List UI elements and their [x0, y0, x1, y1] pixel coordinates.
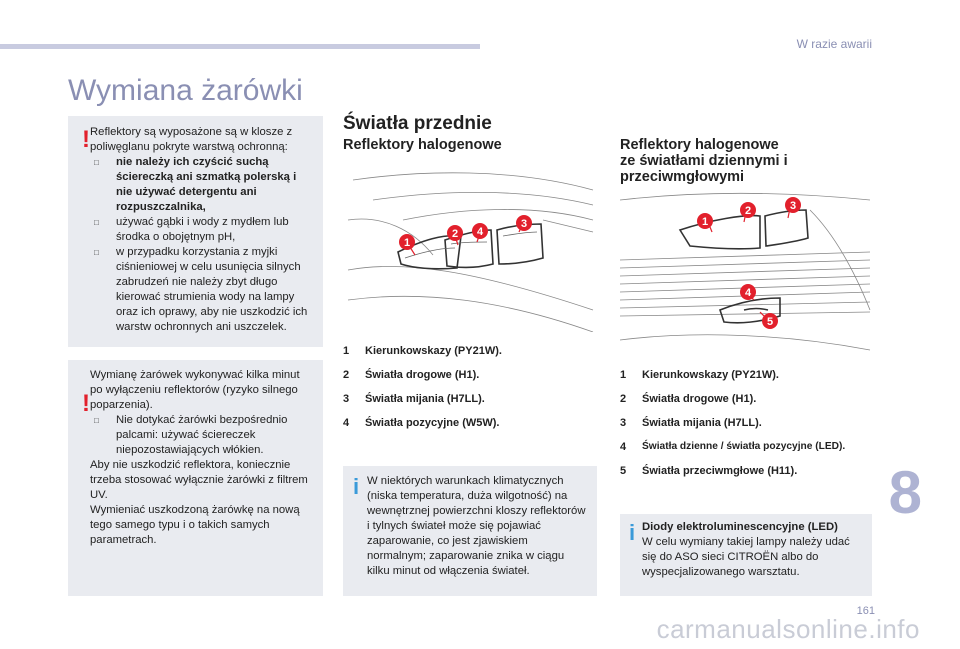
- watermark: carmanualsonline.info: [656, 614, 920, 644]
- list-item: 4 Światła dzienne / światła pozycyjne (LED).: [620, 441, 846, 453]
- list-item: 1 Kierunkowskazy (PY21W).: [620, 369, 779, 381]
- callout-3: [516, 215, 532, 231]
- warning-item: □ w przypadku korzystania z myjki ciśnieniowej w celu usunięcia silnych zabrudzeń nie należy zbyt długo kierować strumienia wody na lampy oraz ich oprawy, aby nie uszkodzić ich warstw ochronnych ani uszczelek.: [90, 245, 315, 335]
- callout-1: [697, 213, 713, 229]
- info-title: Diody elektroluminescencyjne (LED): [642, 521, 838, 533]
- chapter-number: 8: [888, 459, 922, 526]
- svg-text:4: 4: [744, 287, 752, 299]
- warning-icon: !: [82, 126, 90, 153]
- info-box-led: [620, 514, 872, 596]
- svg-text:2: 2: [744, 205, 752, 217]
- list-item: 2 Światła drogowe (H1).: [343, 369, 480, 381]
- page-number: 161: [856, 605, 875, 617]
- headlight-illustration-fog: [620, 190, 872, 355]
- subheading-halogen-drl-fog: Reflektory halogenowe ze światłami dziennymi i przeciwmgłowymi: [620, 137, 788, 185]
- section-heading: Światła przednie: [343, 113, 492, 134]
- callout-2: [740, 202, 756, 218]
- svg-text:5: 5: [766, 316, 774, 328]
- warning-intro: Wymianę żarówek wykonywać kilka minut po wyłączeniu reflektorów (ryzyko silnego poparzenia).: [90, 369, 300, 411]
- list-item: 3 Światła mijania (H7LL).: [620, 417, 762, 429]
- svg-text:3: 3: [520, 218, 528, 230]
- callout-4: [472, 223, 488, 239]
- list-item: 5 Światła przeciwmgłowe (H11).: [620, 465, 798, 477]
- callout-5: [762, 313, 778, 329]
- info-box-condensation: [343, 466, 597, 596]
- warning-item: □ Nie dotykać żarówki bezpośrednio palcami: używać ściereczek niepozostawiających włókien.: [90, 413, 315, 458]
- warning-intro: Reflektory są wyposażone są w klosze z poliwęglanu pokryte warstwą ochronną:: [90, 126, 293, 153]
- warning-box-replacement: [68, 360, 323, 596]
- section-name: W razie awarii: [796, 37, 872, 51]
- list-item: 2 Światła drogowe (H1).: [620, 393, 757, 405]
- header-bar: [0, 44, 480, 49]
- warning-paragraph: Aby nie uszkodzić reflektora, koniecznie trzeba stosować wyłącznie żarówki z filtrem UV.: [90, 459, 308, 501]
- callout-2: [447, 225, 463, 241]
- warning-item: □ używać gąbki i wody z mydłem lub środka o obojętnym pH,: [90, 215, 315, 245]
- info-text: W niektórych warunkach klimatycznych (niska temperatura, duża wilgotność) na wewnętrznej powierzchni kloszy reflektorów i tylnych świateł może się pojawiać zaparowanie, co jest zjawiskiem normalnym; zaparowanie znika w ciągu kilku minut od włączenia świateł.: [367, 475, 586, 577]
- warning-item: □ nie należy ich czyścić suchą ściereczką ani szmatką polerską i nie używać detergentu ani rozpuszczalnika,: [90, 155, 315, 215]
- info-icon: i: [353, 474, 360, 499]
- svg-text:2: 2: [451, 228, 459, 240]
- list-item: 4 Światła pozycyjne (W5W).: [343, 417, 500, 429]
- callout-3: [785, 197, 801, 213]
- info-icon: i: [629, 520, 636, 545]
- svg-text:1: 1: [701, 216, 709, 228]
- list-item: 3 Światła mijania (H7LL).: [343, 393, 485, 405]
- headlight-illustration-halogen: [343, 160, 597, 332]
- warning-icon: !: [82, 390, 90, 417]
- list-item: 1 Kierunkowskazy (PY21W).: [343, 345, 502, 357]
- callout-4: [740, 284, 756, 300]
- svg-text:3: 3: [789, 200, 797, 212]
- callout-1: [399, 234, 415, 250]
- page-title: Wymiana żarówki: [68, 74, 303, 107]
- subheading-halogen: Reflektory halogenowe: [343, 137, 502, 153]
- warning-paragraph: Wymieniać uszkodzoną żarówkę na nową tego samego typu i o takich samych parametrach.: [90, 504, 300, 546]
- info-text: W celu wymiany takiej lampy należy udać się do ASO sieci CITROËN albo do wyspecjalizowanego warsztatu.: [642, 536, 850, 578]
- svg-text:4: 4: [476, 226, 484, 238]
- warning-box-cleaning: [68, 116, 323, 347]
- bulb-list-fog: [620, 369, 875, 477]
- bulb-list-halogen: [343, 345, 597, 429]
- svg-text:1: 1: [403, 237, 411, 249]
